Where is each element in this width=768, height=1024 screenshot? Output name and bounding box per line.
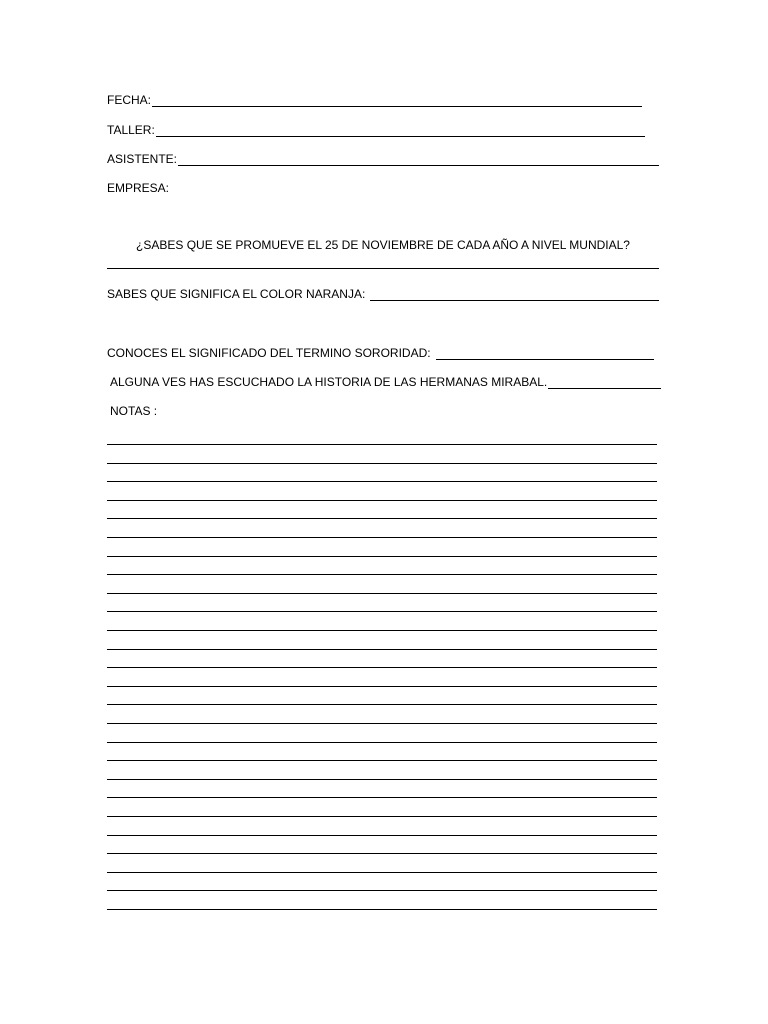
notes-line[interactable] [107, 556, 657, 557]
notes-line[interactable] [107, 704, 657, 705]
notes-line[interactable] [107, 760, 657, 761]
taller-label: TALLER: [107, 123, 155, 137]
fecha-blank[interactable] [152, 95, 642, 107]
notas-row [110, 404, 157, 418]
notes-line[interactable] [107, 909, 657, 910]
notas-label: NOTAS : [110, 404, 158, 418]
color-naranja-row [107, 287, 659, 301]
mirabal-question: ALGUNA VES HAS ESCUCHADO LA HISTORIA DE LAS HERMANAS MIRABAL. [110, 375, 548, 389]
notes-line[interactable] [107, 630, 657, 631]
mirabal-blank[interactable] [548, 377, 661, 389]
notes-line[interactable] [107, 835, 657, 836]
question-25-noviembre: ¿SABES QUE SE PROMUEVE EL 25 DE NOVIEMBRE DE CADA AÑO A NIVEL MUNDIAL? [136, 238, 630, 252]
question-25-noviembre-blank[interactable] [107, 268, 659, 269]
notes-line[interactable] [107, 574, 657, 575]
notes-line[interactable] [107, 649, 657, 650]
notes-line[interactable] [107, 463, 657, 464]
fecha-row [107, 93, 642, 107]
notes-line[interactable] [107, 686, 657, 687]
notes-line[interactable] [107, 779, 657, 780]
notes-line[interactable] [107, 444, 657, 445]
empresa-row [107, 181, 169, 195]
taller-blank[interactable] [156, 125, 645, 137]
notes-line[interactable] [107, 537, 657, 538]
notes-line[interactable] [107, 742, 657, 743]
sororidad-question: CONOCES EL SIGNIFICADO DEL TERMINO SORORIDAD: [107, 346, 431, 360]
notes-line[interactable] [107, 797, 657, 798]
sororidad-blank[interactable] [436, 348, 654, 360]
notes-line[interactable] [107, 816, 657, 817]
taller-row [107, 123, 645, 137]
mirabal-row [110, 375, 661, 389]
notes-line[interactable] [107, 723, 657, 724]
notes-line[interactable] [107, 481, 657, 482]
notes-line[interactable] [107, 872, 657, 873]
notes-line[interactable] [107, 890, 657, 891]
asistente-label: ASISTENTE: [107, 152, 178, 166]
fecha-label: FECHA: [107, 93, 152, 107]
asistente-blank[interactable] [178, 154, 659, 166]
notes-line[interactable] [107, 593, 657, 594]
notes-line[interactable] [107, 667, 657, 668]
asistente-row [107, 152, 659, 166]
color-naranja-question: SABES QUE SIGNIFICA EL COLOR NARANJA: [107, 287, 366, 301]
empresa-label: EMPRESA: [107, 181, 170, 195]
notes-line[interactable] [107, 500, 657, 501]
color-naranja-blank[interactable] [370, 289, 659, 301]
notes-line[interactable] [107, 611, 657, 612]
sororidad-row [107, 346, 654, 360]
notes-line[interactable] [107, 853, 657, 854]
notes-line[interactable] [107, 518, 657, 519]
